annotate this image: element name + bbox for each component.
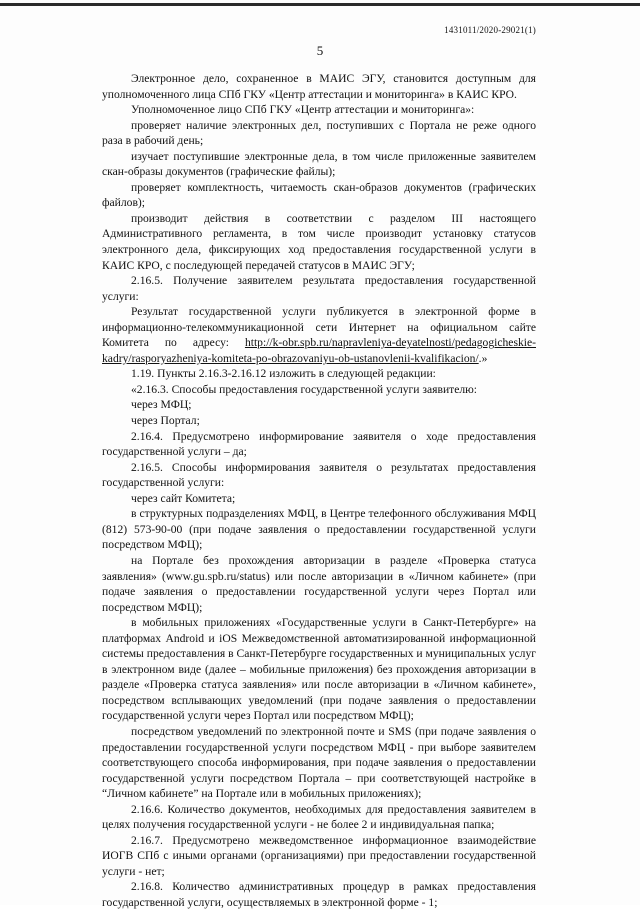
- paragraph: проверяет наличие электронных дел, поступивших с Портала не реже одного раза в рабочий день;: [102, 118, 536, 148]
- paragraph: 2.16.5. Способы информирования заявителя о результатах предоставления государственной услуги:: [102, 460, 536, 490]
- committee-site-link[interactable]: http://k-obr.spb.ru/napravleniya-deyatelnosti/pedagogicheskie-kadry/rasporyazheniya-komiteta-po-obrazovaniyu-ob-ustanovlenii-kvalifikacion/: [102, 336, 536, 365]
- list-item: на Портале без прохождения авторизации в разделе «Проверка статуса заявления» (www.gu.spb.ru/status) или после авторизации в «Личном кабинете» (при подаче заявления о предоставлении государственной услуги через Портал или посредством МФЦ);: [102, 553, 536, 614]
- paragraph: 2.16.8. Количество административных процедур в рамках предоставления государственной услуги, осуществляемых в электронной форме - 1;: [102, 880, 536, 909]
- paragraph: изучает поступившие электронные дела, в том числе приложенные заявителем скан-образы документов (графические файлы);: [102, 149, 536, 179]
- list-item: посредством уведомлений по электронной почте и SMS (при подаче заявления о предоставлении государственной услуги посредством МФЦ - при выборе заявителем соответствующего способа информирования, при подаче заявления о предоставлении государственной услуги посредством Портала – при соответствующей настройке в “Личном кабинете” на Портале или в мобильных приложениях);: [102, 724, 536, 801]
- list-item: в структурных подразделениях МФЦ, в Центре телефонного обслуживания МФЦ (812) 573-90-00 (при подаче заявления о предоставлении государственной услуги посредством МФЦ);: [102, 507, 536, 552]
- document-body: [102, 71, 536, 911]
- paragraph: Уполномоченное лицо СПб ГКУ «Центр аттестации и мониторинга»:: [131, 103, 475, 117]
- paragraph: 1.19. Пункты 2.16.3-2.16.12 изложить в следующей редакции:: [131, 367, 436, 381]
- list-item: в мобильных приложениях «Государственные услуги в Санкт-Петербурге» на платформах Android и iOS Межведомственной автоматизированной информационной системы предоставления в Санкт-Петербурге государственных и муниципальных услуг в электронном виде (далее – мобильные приложения) без прохождения авторизации в разделе «Проверка статуса заявления» или после авторизации в «Личном кабинете», посредством всплывающих уведомлений (при подаче заявления о предоставлении государственной услуги через Портал или посредством МФЦ);: [102, 616, 536, 723]
- list-item: через Портал;: [131, 414, 200, 428]
- paragraph: «2.16.3. Способы предоставления государственной услуги заявителю:: [131, 382, 478, 396]
- paragraph: 2.16.7. Предусмотрено межведомственное информационное взаимодействие ИОГВ СПб с иными органами (организациями) при предоставлении государственной услуги - нет;: [102, 833, 536, 878]
- list-item: через сайт Комитета;: [131, 491, 236, 505]
- paragraph: 2.16.6. Количество документов, необходимых для предоставления заявителем в целях получения государственной услуги - не более 2 и индивидуальная папка;: [102, 802, 536, 832]
- result-text: Результат государственной услуги публикуется в электронной форме в информационно-телекоммуникационной сети Интернет на официальном сайте Комитета по адресу:: [102, 305, 536, 350]
- paragraph: Электронное дело, сохраненное в МАИС ЭГУ, становится доступным для уполномоченного лица СПб ГКУ «Центр аттестации и мониторинга» в КАИС КРО.: [102, 72, 536, 101]
- document-number: 1431011/2020-29021(1): [444, 25, 536, 35]
- top-rule: [0, 3, 640, 6]
- page-number: 5: [316, 43, 324, 58]
- list-item: через МФЦ;: [131, 398, 192, 412]
- paragraph: производит действия в соответствии с разделом III настоящего Административного регламента, в том числе производит установку статусов электронного дела, фиксирующих ход предоставления государственной услуги в КАИС КРО, с последующей передачей статусов в МАИС ЭГУ;: [102, 211, 536, 272]
- paragraph: проверяет комплектность, читаемость скан-образов документов (графических файлов);: [102, 180, 536, 210]
- result-paragraph: [102, 304, 536, 366]
- paragraph: 2.16.5. Получение заявителем результата предоставления государственной услуги:: [102, 274, 536, 303]
- result-tail: .»: [478, 351, 488, 365]
- paragraph: 2.16.4. Предусмотрено информирование заявителя о ходе предоставления государственной услуги – да;: [102, 429, 536, 459]
